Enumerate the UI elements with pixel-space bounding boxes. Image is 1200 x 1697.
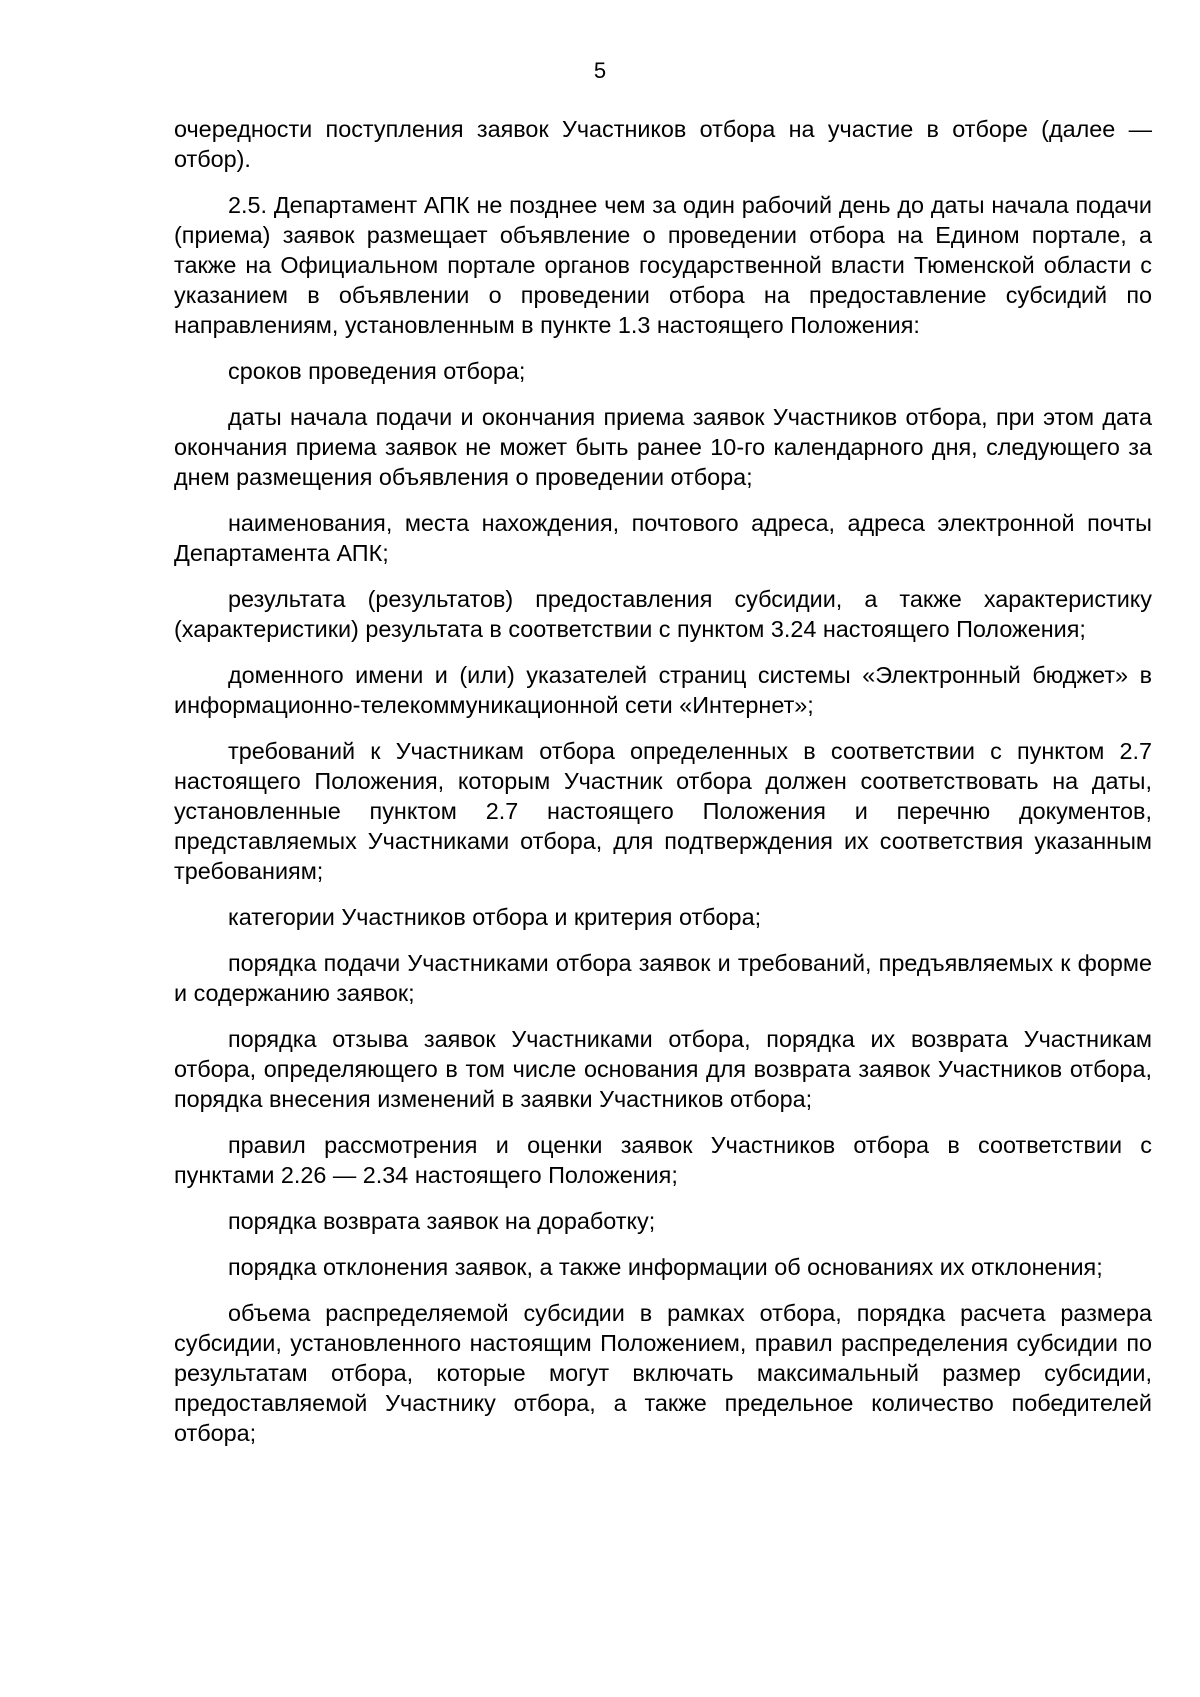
list-item-return-for-revision: порядка возврата заявок на доработку; [228, 1208, 656, 1234]
list-item-subsidy-volume: объема распределяемой субсидии в рамках отбора, порядка расчета размера субсидии, установленного настоящим Положением, правил распределения субсидии по результатам отбора, которые могут включать максимальный размер субсидии, предоставляемой Участнику отбора, а также предельное количество победителей отбора; [174, 1300, 1152, 1446]
paragraph-2-5: 2.5. Департамент АПК не позднее чем за один рабочий день до даты начала подачи (приема) заявок размещает объявление о проведении отбора на Едином портале, а также на Официальном портале органов государственной власти Тюменской области с указанием в объявлении о проведении отбора на предоставление субсидий по направлениям, установленным в пункте 1.3 настоящего Положения: [174, 192, 1152, 338]
list-item-submission-order: порядка подачи Участниками отбора заявок и требований, предъявляемых к форме и содержанию заявок; [174, 950, 1152, 1006]
list-item-terms: сроков проведения отбора; [228, 358, 526, 384]
document-body [174, 114, 1152, 1448]
paragraph-continuation: очередности поступления заявок Участников отбора на участие в отборе (далее — отбор). [174, 116, 1152, 172]
list-item-requirements: требований к Участникам отбора определенных в соответствии с пунктом 2.7 настоящего Положения, которым Участник отбора должен соответствовать на даты, установленные пунктом 2.7 настоящего Положения и перечню документов, представляемых Участниками отбора, для подтверждения их соответствия указанным требованиям; [174, 738, 1152, 884]
list-item-dates: даты начала подачи и окончания приема заявок Участников отбора, при этом дата окончания приема заявок не может быть ранее 10-го календарного дня, следующего за днем размещения объявления о проведении отбора; [174, 404, 1152, 490]
list-item-department-contacts: наименования, места нахождения, почтового адреса, адреса электронной почты Департамента АПК; [174, 510, 1152, 566]
list-item-withdrawal-order: порядка отзыва заявок Участниками отбора, порядка их возврата Участникам отбора, определяющего в том числе основания для возврата заявок Участников отбора, порядка внесения изменений в заявки Участников отбора; [174, 1026, 1152, 1112]
list-item-domain-name: доменного имени и (или) указателей страниц системы «Электронный бюджет» в информационно-телекоммуникационной сети «Интернет»; [174, 662, 1152, 718]
list-item-evaluation-rules: правил рассмотрения и оценки заявок Участников отбора в соответствии с пунктами 2.26 — 2.34 настоящего Положения; [174, 1132, 1152, 1188]
list-item-results: результата (результатов) предоставления субсидии, а также характеристику (характеристики) результата в соответствии с пунктом 3.24 настоящего Положения; [174, 586, 1152, 642]
page-number: 5 [593, 58, 607, 83]
list-item-categories: категории Участников отбора и критерия отбора; [228, 904, 762, 930]
list-item-rejection: порядка отклонения заявок, а также информации об основаниях их отклонения; [228, 1254, 1103, 1280]
